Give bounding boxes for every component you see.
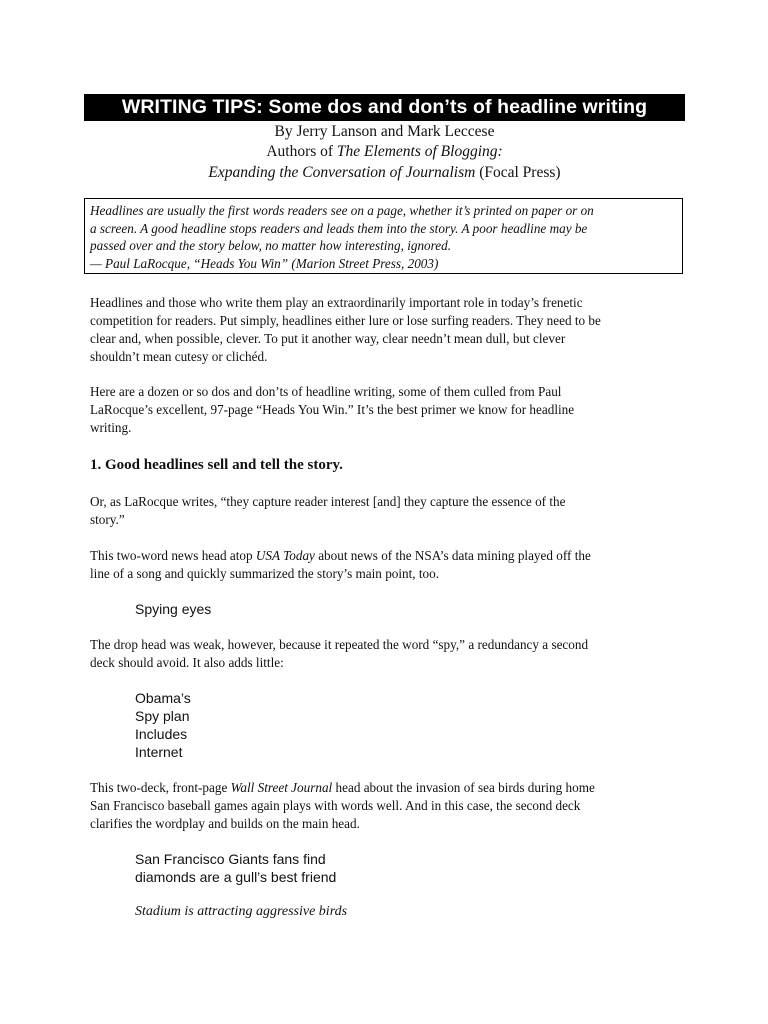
byline-publisher: (Focal Press) (475, 164, 561, 181)
headline-line: Spying eyes (135, 601, 212, 617)
text-line: competition for readers. Put simply, headlines either lure or lose surfing readers. They need to be (90, 313, 601, 328)
text-line: Or, as LaRocque writes, “they capture reader interest [and] they capture the essence of the (90, 494, 566, 509)
section1-paragraph-4 (90, 779, 690, 833)
intro-paragraph-1 (90, 294, 690, 366)
byline-book-subtitle (84, 163, 685, 183)
text-line (90, 547, 690, 565)
publication-name: Wall Street Journal (230, 780, 333, 795)
publication-name: USA Today (255, 548, 315, 563)
headline-line: Includes (135, 726, 188, 742)
text-line: LaRocque’s excellent, 97-page “Heads You Win.” It’s the best primer we know for headline (90, 402, 575, 417)
text-line: shouldn’t mean cutesy or clichéd. (90, 349, 268, 364)
byline-book-title: The Elements of Blogging: (336, 143, 503, 160)
headline-example-1 (135, 600, 211, 618)
intro-paragraph-2 (90, 383, 690, 437)
byline-book (84, 142, 685, 162)
text-line: writing. (90, 420, 132, 435)
quote-line: Headlines are usually the first words readers see on a page, whether it’s printed on paper or on (90, 203, 594, 218)
text-line: line of a song and quickly summarized the story’s main point, too. (90, 566, 440, 581)
headline-line: San Francisco Giants fans find (135, 851, 326, 867)
section1-paragraph-3 (90, 636, 690, 672)
byline-subtitle-italic: Expanding the Conversation of Journalism (208, 164, 476, 181)
text-line: deck should avoid. It also adds little: (90, 655, 284, 670)
headline-line: Obama’s (135, 690, 191, 706)
byline-authors: By Jerry Lanson and Mark Leccese (274, 123, 495, 140)
headline-example-2 (135, 689, 191, 761)
headline-line: Internet (135, 744, 183, 760)
headline-line: diamonds are a gull’s best friend (135, 869, 337, 885)
text-run: This two-word news head atop (90, 548, 256, 563)
text-line: story.” (90, 512, 125, 527)
headline-line: Spy plan (135, 708, 190, 724)
headline-example-3-deck: Stadium is attracting aggressive birds (135, 904, 348, 919)
text-line: clarifies the wordplay and builds on the main head. (90, 816, 360, 831)
section-heading: 1. Good headlines sell and tell the story. (90, 457, 343, 473)
page-title: WRITING TIPS: Some dos and don’ts of headline writing (84, 94, 685, 121)
section1-paragraph-2 (90, 547, 690, 583)
section1-paragraph-1 (90, 493, 690, 529)
text-run: about news of the NSA’s data mining played off the (314, 548, 591, 563)
epigraph-quote-box (84, 198, 683, 274)
quote-attribution: — Paul LaRocque, “Heads You Win” (Marion Street Press, 2003) (90, 255, 439, 271)
byline-book-prefix: Authors of (266, 143, 337, 160)
text-line (90, 779, 690, 797)
text-run: This two-deck, front-page (90, 780, 231, 795)
quote-line: a screen. A good headline stops readers and leads them into the story. A poor headline may be (90, 220, 588, 236)
text-run: head about the invasion of sea birds during home (332, 780, 595, 795)
text-line: clear and, when possible, clever. To put it another way, clear needn’t mean dull, but clever (90, 331, 566, 346)
text-line: Headlines and those who write them play an extraordinarily important role in today’s frenetic (90, 295, 583, 310)
quote-line: passed over and the story below, no matter how interesting, ignored. (90, 238, 452, 253)
text-line: The drop head was weak, however, because it repeated the word “spy,” a redundancy a second (90, 637, 589, 652)
text-line: San Francisco baseball games again plays with words well. And in this case, the second deck (90, 798, 581, 813)
text-line: Here are a dozen or so dos and don’ts of headline writing, some of them culled from Paul (90, 384, 562, 399)
headline-example-3 (135, 850, 336, 886)
